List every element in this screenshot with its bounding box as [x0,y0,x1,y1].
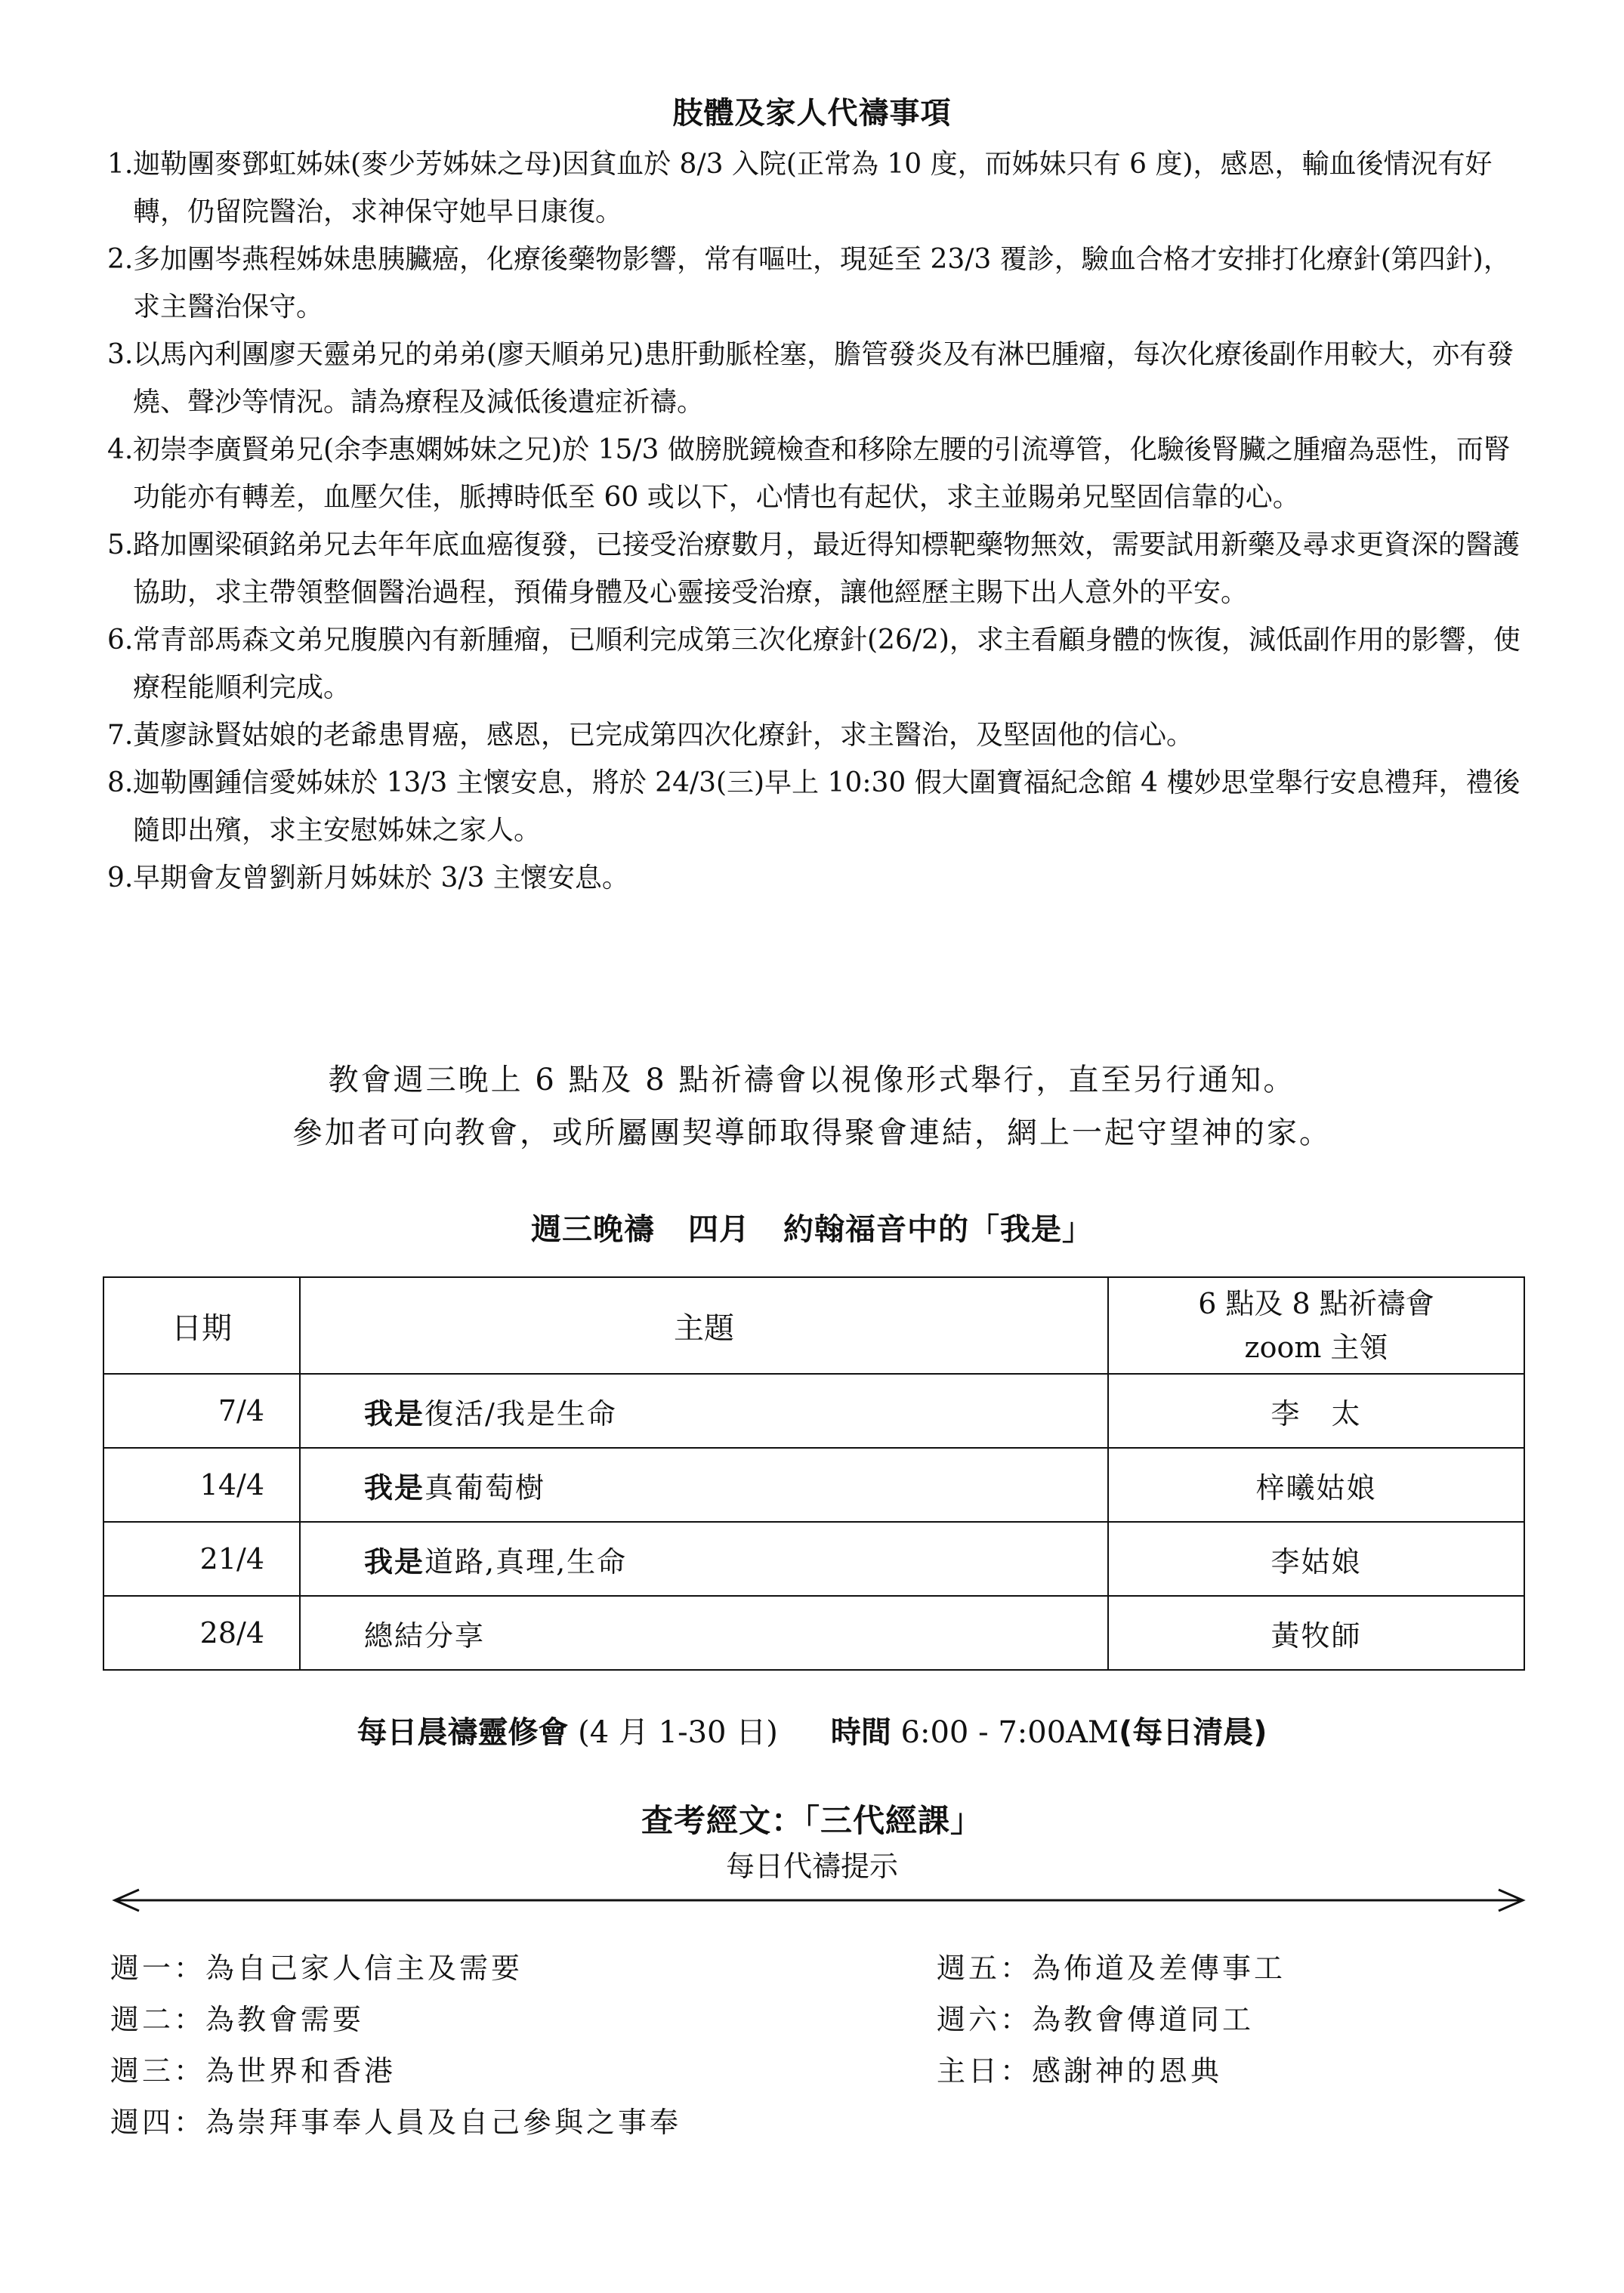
weekday-item: 週四：為崇拜事奉人員及自己參與之事奉 [110,2106,682,2139]
weekday-prayer-list-left [110,1943,681,2148]
daily-prayer-hint: 每日代禱提示 [725,1850,898,1883]
row-topic [300,1374,1108,1448]
weekday-item: 主日：感謝神的恩典 [937,2054,1223,2088]
prayer-text: 迦勒團鍾信愛姊妹於 13/3 主懷安息，將於 24/3(三)早上 10:30 假大圍寶福紀念館 4 樓妙思堂舉行安息禮拜，禮後隨即出殯，求主安慰姊妹之家人。 [133,767,1521,846]
table-row [103,1596,1524,1670]
prayer-number: 4. [107,434,134,465]
weekday-prayer-list-right [937,1943,1286,2097]
prayer-item [107,711,1527,759]
prayer-item [107,140,1527,236]
row-leader: 黃牧師 [1108,1596,1524,1670]
prayer-item [107,616,1527,711]
prayer-number: 8. [107,767,134,798]
row-topic-rest: 道路,真理,生命 [425,1545,628,1579]
weekday-item: 週三：為世界和香港 [110,2054,397,2088]
prayer-text: 初崇李廣賢弟兄(余李惠嫻姊妹之兄)於 15/3 做膀胱鏡檢查和移除左腰的引流導管，化驗後腎臟之腫瘤為惡性，而腎功能亦有轉差，血壓欠佳，脈搏時低至 60 或以下，心情也有起伏，求主並賜弟兄堅固信靠的心。 [133,434,1511,513]
row-leader: 李姑娘 [1108,1522,1524,1596]
morning-time-label: 時間 [830,1715,891,1750]
row-topic-bold: 我是 [364,1544,425,1579]
row-topic-bold: 我是 [364,1396,425,1430]
prayer-text: 多加團岑燕程姊妹患胰臟癌，化療後藥物影響，常有嘔吐，現延至 23/3 覆診，驗血合格才安排打化療針(第四針)，求主醫治保守。 [133,244,1511,323]
table-row [103,1448,1524,1522]
row-date: 28/4 [103,1596,300,1670]
row-leader: 梓曦姑娘 [1108,1448,1524,1522]
row-topic [300,1448,1108,1522]
morning-time-value: 6:00 - 7:00AM [900,1715,1119,1750]
header-leader-line1: 6 點及 8 點祈禱會 [1198,1287,1434,1320]
morning-dates: (4 月 1-30 日) [578,1715,778,1750]
table-header-row [103,1277,1524,1374]
double-arrow-divider [112,1885,1526,1915]
row-date: 21/4 [103,1522,300,1596]
morning-prayer-info [0,1708,1624,1751]
table-row [103,1522,1524,1596]
row-topic-rest: 復活/我是生命 [425,1396,617,1430]
schedule-title [0,1205,1624,1248]
header-date: 日期 [103,1277,300,1374]
prayer-number: 5. [107,529,134,560]
prayer-item [107,521,1527,616]
prayer-text: 早期會友曾劉新月姊妹於 3/3 主懷安息。 [133,863,629,893]
prayer-text: 以馬內利團廖天靈弟兄的弟弟(廖天順弟兄)患肝動脈栓塞，膽管發炎及有淋巴腫瘤，每次化療後副作用較大，亦有發燒、聲沙等情況。請為療程及減低後遺症祈禱。 [133,339,1514,418]
row-topic [300,1522,1108,1596]
row-topic-rest: 總結分享 [364,1619,486,1653]
morning-label: 每日晨禱靈修會 [357,1715,569,1750]
table-row [103,1374,1524,1448]
prayer-item [107,331,1527,426]
prayer-number: 9. [107,863,134,893]
prayer-text: 路加團梁碩銘弟兄去年年底血癌復發，已接受治療數月，最近得知標靶藥物無效，需要試用新藥及尋求更資深的醫護協助，求主帶領整個醫治過程，預備身體及心靈接受治療，讓他經歷主賜下出人意外的平安。 [133,529,1521,608]
prayer-item [107,854,1527,902]
prayer-item [107,426,1527,521]
weekday-item: 週二：為教會需要 [110,2003,365,2036]
row-topic [300,1596,1108,1670]
row-topic-bold: 我是 [364,1470,425,1504]
weekday-item: 週五：為佈道及差傳事工 [937,1952,1286,1985]
notice-line-1: 教會週三晚上 6 點及 8 點祈禱會以視像形式舉行，直至另行通知。 [328,1063,1296,1097]
prayer-number: 2. [107,244,134,275]
row-topic-rest: 真葡萄樹 [425,1471,546,1504]
prayer-number: 7. [107,720,134,751]
row-date: 7/4 [103,1374,300,1448]
row-date: 14/4 [103,1448,300,1522]
morning-time-note: (每日清晨) [1118,1715,1267,1750]
schedule-title-part: 約翰福音中的「我是」 [783,1212,1093,1247]
header-leader [1108,1277,1524,1374]
prayer-number: 6. [107,625,134,656]
schedule-table [103,1276,1525,1671]
prayer-item [107,236,1527,331]
schedule-title-part: 週三晚禱 [531,1212,655,1247]
row-leader: 李 太 [1108,1374,1524,1448]
prayer-number: 3. [107,339,134,370]
schedule-title-part: 四月 [688,1212,750,1247]
study-title: 查考經文：「三代經課」 [641,1802,983,1839]
prayer-item [107,759,1527,854]
weekday-item: 週一：為自己家人信主及需要 [110,1952,523,1985]
notice-line-2: 參加者可向教會，或所屬團契導師取得聚會連結，網上一起守望神的家。 [292,1116,1332,1150]
header-leader-line2: zoom 主領 [1244,1331,1388,1364]
prayer-text: 迦勒團麥鄧虹姊妹(麥少芳姊妹之母)因貧血於 8/3 入院(正常為 10 度，而姊妹只有 6 度)，感恩，輸血後情況有好轉，仍留院醫治，求神保守她早日康復。 [133,149,1493,227]
prayer-number: 1. [107,149,134,180]
page-title: 肢體及家人代禱事項 [672,96,952,131]
prayer-list [107,140,1527,902]
prayer-text: 黃廖詠賢姑娘的老爺患胃癌，感恩，已完成第四次化療針，求主醫治，及堅固他的信心。 [133,720,1194,751]
header-topic: 主題 [300,1277,1108,1374]
prayer-text: 常青部馬森文弟兄腹膜內有新腫瘤，已順利完成第三次化療針(26/2)，求主看顧身體的恢復，減低副作用的影響，使療程能順利完成。 [133,625,1521,703]
weekday-item: 週六：為教會傳道同工 [937,2003,1255,2036]
